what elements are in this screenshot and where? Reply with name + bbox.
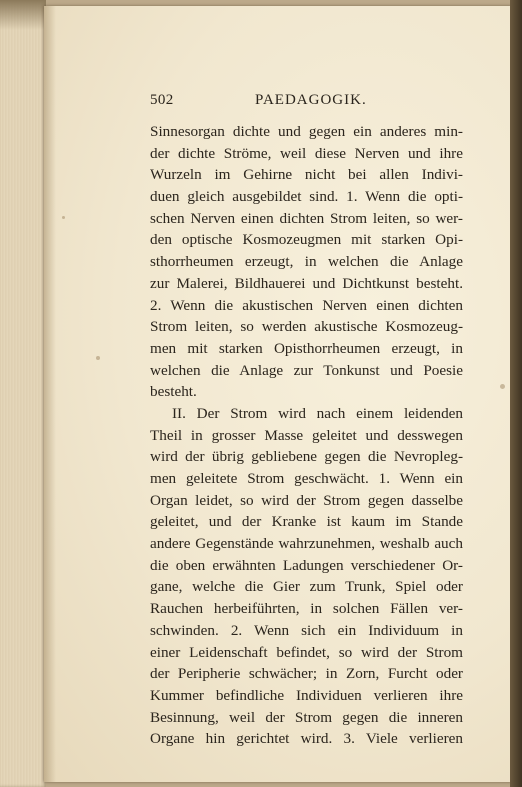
foxing-spot bbox=[96, 356, 100, 360]
text-line: schen Nerven einen dichten Strom leiten, so wer- bbox=[150, 209, 463, 227]
text-line: der dichte Ströme, weil diese Nerven und ihre bbox=[150, 144, 463, 162]
text-line: einer Leidenschaft befindet, so wird der Strom bbox=[150, 643, 463, 661]
text-line: wird der übrig gebliebene gegen die Nevropleg- bbox=[150, 448, 463, 466]
text-line: men geleitete Strom geschwächt. 1. Wenn ein bbox=[150, 470, 463, 487]
running-header bbox=[150, 92, 480, 112]
text-line: welchen die Anlage zur Tonkunst und Poesie bbox=[150, 361, 463, 379]
text-line: den optische Kosmozeugmen mit starken Opi- bbox=[150, 231, 463, 249]
text-line: die oben erwähnten Ladungen verschiedener Or- bbox=[150, 556, 463, 574]
text-line: men mit starken Opisthorrheumen erzeugt, in bbox=[150, 339, 463, 357]
text-line: duen gleich ausgebildet sind. 1. Wenn die opti- bbox=[150, 188, 463, 206]
text-line: Organe hin gerichtet wird. 3. Viele verlieren bbox=[150, 730, 463, 748]
text-line: sthorrheumen erzeugt, in welchen die Anlage bbox=[150, 253, 463, 271]
text-line: Theil in grosser Masse geleitet und desswegen bbox=[150, 426, 463, 444]
text-line: schwinden. 2. Wenn sich ein Individuum in bbox=[150, 621, 463, 639]
text-line: geleitet, und der Kranke ist kaum im Stande bbox=[150, 513, 463, 531]
text-line: Sinnesorgan dichte und gegen ein anderes min- bbox=[150, 123, 463, 140]
text-line: gane, welche die Gier zum Trunk, Spiel oder bbox=[150, 578, 463, 596]
text-line: besteht. bbox=[150, 383, 197, 401]
text-line: II. Der Strom wird nach einem leidenden bbox=[172, 404, 463, 422]
foxing-spot bbox=[62, 216, 65, 219]
binding-edge bbox=[510, 0, 522, 787]
foxing-spot bbox=[500, 384, 505, 389]
page-edges-shadow bbox=[0, 0, 46, 30]
text-line: Organ leidet, so wird der Strom gegen dasselbe bbox=[150, 491, 463, 509]
text-line: andere Gegenstände wahrzunehmen, weshalb auch bbox=[150, 535, 463, 553]
page-edges bbox=[0, 0, 46, 787]
text-line: Rauchen herbeiführten, in solchen Fällen ver- bbox=[150, 600, 463, 618]
running-title: PAEDAGOGIK. bbox=[255, 92, 367, 108]
text-line: Wurzeln im Gehirne nicht bei allen Indivi- bbox=[150, 166, 463, 184]
text-line: Besinnung, weil der Strom gegen die inneren bbox=[150, 708, 463, 726]
text-line: Kummer befindliche Individuen verlieren ihre bbox=[150, 686, 463, 704]
text-line: 2. Wenn die akustischen Nerven einen dichten bbox=[150, 296, 463, 314]
page-number: 502 bbox=[150, 92, 174, 108]
body-text bbox=[150, 121, 463, 750]
text-line: Strom leiten, so werden akustische Kosmozeug- bbox=[150, 318, 463, 336]
text-line: der Peripherie schwächer; in Zorn, Furcht oder bbox=[150, 665, 463, 683]
text-line: zur Malerei, Bildhauerei und Dichtkunst besteht. bbox=[150, 274, 463, 292]
